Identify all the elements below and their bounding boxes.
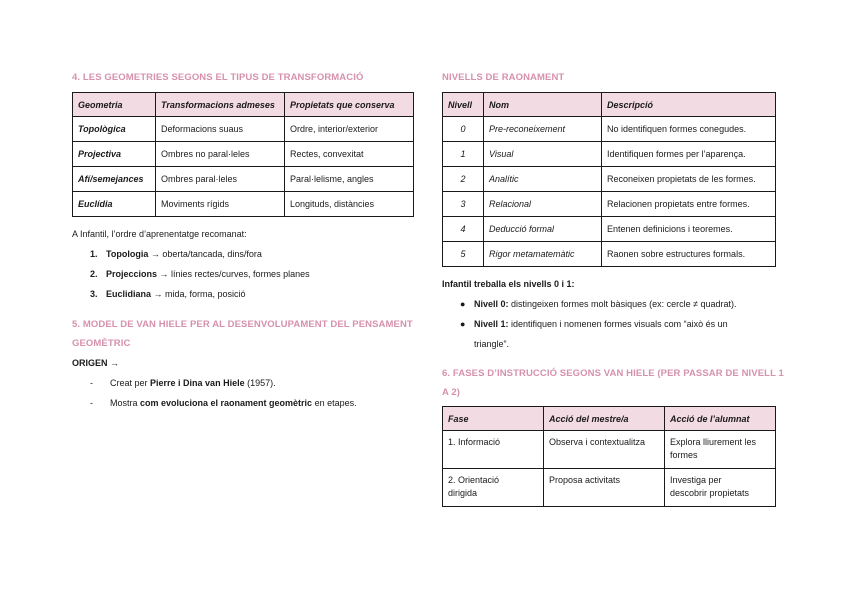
- levels-table: [442, 92, 776, 267]
- col-header-alumnat: Acció de l’alumnat: [665, 407, 776, 431]
- cell-nom: Pre-reconeixement: [484, 117, 602, 142]
- table-row: [73, 117, 414, 142]
- cell-propietats: Longituds, distàncies: [285, 192, 414, 217]
- bullet-text: distingeixen formes molt bàsiques (ex: cercle ≠ quadrat).: [508, 299, 737, 309]
- cell-nom: Visual: [484, 142, 602, 167]
- bullet-icon: ●: [460, 319, 466, 329]
- list-item: [90, 269, 310, 279]
- cell-nom: Analític: [484, 167, 602, 192]
- origen-label: ORIGEN →: [72, 358, 120, 368]
- cell-nivell: 3: [443, 192, 484, 217]
- list-item: [90, 378, 276, 388]
- cell-nivell: 1: [443, 142, 484, 167]
- dash-marker: -: [90, 398, 93, 408]
- cell-fase: [443, 431, 544, 469]
- cell-descripcio: Reconeixen propietats de les formes.: [602, 167, 776, 192]
- cell-descripcio: Identifiquen formes per l’aparença.: [602, 142, 776, 167]
- cell-transformacions: Ombres no paral·leles: [156, 142, 285, 167]
- cell-nom: Deducció formal: [484, 217, 602, 242]
- dash-marker: -: [90, 378, 93, 388]
- table-row: [443, 469, 776, 507]
- fase-line-1: 2. Orientació: [448, 475, 500, 485]
- text-pre: Mostra: [110, 398, 141, 408]
- geometries-table: [72, 92, 414, 217]
- cell-nivell: 0: [443, 117, 484, 142]
- infantil-order-text: A Infantil, l’ordre d’aprenentatge recomanat:: [72, 229, 247, 239]
- col-header-descripcio: Descripció: [602, 93, 776, 117]
- cell-transformacions: Moviments rígids: [156, 192, 285, 217]
- col-header-nom: Nom: [484, 93, 602, 117]
- list-number: 2.: [90, 269, 98, 279]
- col-header-geometria: Geometria: [73, 93, 156, 117]
- table-row: [73, 142, 414, 167]
- table-header-row: [73, 93, 414, 117]
- cell-mestre: Observa i contextualitza: [544, 431, 665, 469]
- table-row: [443, 242, 776, 267]
- cell-geometria: Afí/semejances: [73, 167, 156, 192]
- cell-alumnat: [665, 431, 776, 469]
- cell-nom: Rigor metamatemàtic: [484, 242, 602, 267]
- col-header-fase: Fase: [443, 407, 544, 431]
- table-row: [443, 117, 776, 142]
- alumnat-line-1: Investiga per: [670, 475, 722, 485]
- alumnat-line-1: Explora lliurement les: [670, 437, 757, 447]
- list-term: Topologia: [106, 249, 149, 259]
- text-post: (1957).: [244, 378, 276, 388]
- cell-propietats: Ordre, interior/exterior: [285, 117, 414, 142]
- cell-propietats: Paral·lelisme, angles: [285, 167, 414, 192]
- list-number: 3.: [90, 289, 98, 299]
- list-number: 1.: [90, 249, 98, 259]
- section-6-title-cont: A 2): [442, 387, 460, 398]
- table-row: [443, 217, 776, 242]
- list-desc: → línies rectes/curves, formes planes: [157, 269, 310, 279]
- cell-descripcio: Relacionen propietats entre formes.: [602, 192, 776, 217]
- infantil-levels-text: Infantil treballa els nivells 0 i 1:: [442, 279, 575, 289]
- text-bold: Pierre i Dina van Hiele: [150, 378, 245, 388]
- cell-nivell: 5: [443, 242, 484, 267]
- section-5-title: 5. MODEL DE VAN HIELE PER AL DESENVOLUPAMENT DEL PENSAMENT: [72, 319, 413, 330]
- section-4-title: 4. LES GEOMETRIES SEGONS EL TIPUS DE TRANSFORMACIÓ: [72, 72, 364, 83]
- table-header-row: [443, 93, 776, 117]
- fase-line-1: 1. Informació: [448, 437, 501, 447]
- bullet-bold: Nivell 0:: [474, 299, 509, 309]
- cell-descripcio: Entenen definicions i teoremes.: [602, 217, 776, 242]
- table-row: [443, 167, 776, 192]
- table-row: [443, 431, 776, 469]
- bullet-item: [460, 319, 728, 329]
- list-item: [90, 249, 262, 259]
- cell-geometria: Topològica: [73, 117, 156, 142]
- alumnat-line-2: formes: [670, 450, 698, 460]
- table-row: [73, 167, 414, 192]
- list-item: [90, 289, 246, 299]
- cell-nom: Relacional: [484, 192, 602, 217]
- table-header-row: [443, 407, 776, 431]
- text-pre: Creat per: [110, 378, 151, 388]
- col-header-propietats: Propietats que conserva: [285, 93, 414, 117]
- cell-mestre: Proposa activitats: [544, 469, 665, 507]
- table-row: [443, 142, 776, 167]
- list-desc: → oberta/tancada, dins/fora: [148, 249, 262, 259]
- table-row: [73, 192, 414, 217]
- cell-transformacions: Ombres paral·leles: [156, 167, 285, 192]
- table-row: [443, 192, 776, 217]
- col-header-transformacions: Transformacions admeses: [156, 93, 285, 117]
- cell-nivell: 2: [443, 167, 484, 192]
- cell-transformacions: Deformacions suaus: [156, 117, 285, 142]
- text-bold: com evoluciona el raonament geomètric: [140, 398, 313, 408]
- cell-propietats: Rectes, convexitat: [285, 142, 414, 167]
- col-header-nivell: Nivell: [443, 93, 484, 117]
- cell-geometria: Projectiva: [73, 142, 156, 167]
- list-item: [90, 398, 357, 408]
- list-term: Projeccions: [106, 269, 158, 279]
- bullet-item: [460, 299, 737, 309]
- cell-alumnat: [665, 469, 776, 507]
- cell-geometria: Euclídia: [73, 192, 156, 217]
- list-term: Euclidiana: [106, 289, 152, 299]
- phases-table: [442, 406, 776, 507]
- cell-descripcio: Raonen sobre estructures formals.: [602, 242, 776, 267]
- text-post: en etapes.: [312, 398, 357, 408]
- bullet-continuation: triangle”.: [474, 339, 510, 349]
- bullet-text: identifiquen i nomenen formes visuals com “això és un: [508, 319, 728, 329]
- bullet-bold: Nivell 1:: [474, 319, 509, 329]
- list-desc: → mida, forma, posició: [151, 289, 246, 299]
- cell-descripcio: No identifiquen formes conegudes.: [602, 117, 776, 142]
- section-5-title-cont: GEOMÈTRIC: [72, 338, 131, 349]
- cell-fase: [443, 469, 544, 507]
- section-6-title: 6. FASES D’INSTRUCCIÓ SEGONS VAN HIELE (PER PASSAR DE NIVELL 1: [442, 368, 784, 379]
- bullet-icon: ●: [460, 299, 466, 309]
- levels-title: NIVELLS DE RAONAMENT: [442, 72, 565, 83]
- cell-nivell: 4: [443, 217, 484, 242]
- fase-line-2: dirigida: [448, 488, 478, 498]
- col-header-mestre: Acció del mestre/a: [544, 407, 665, 431]
- alumnat-line-2: descobrir propietats: [670, 488, 750, 498]
